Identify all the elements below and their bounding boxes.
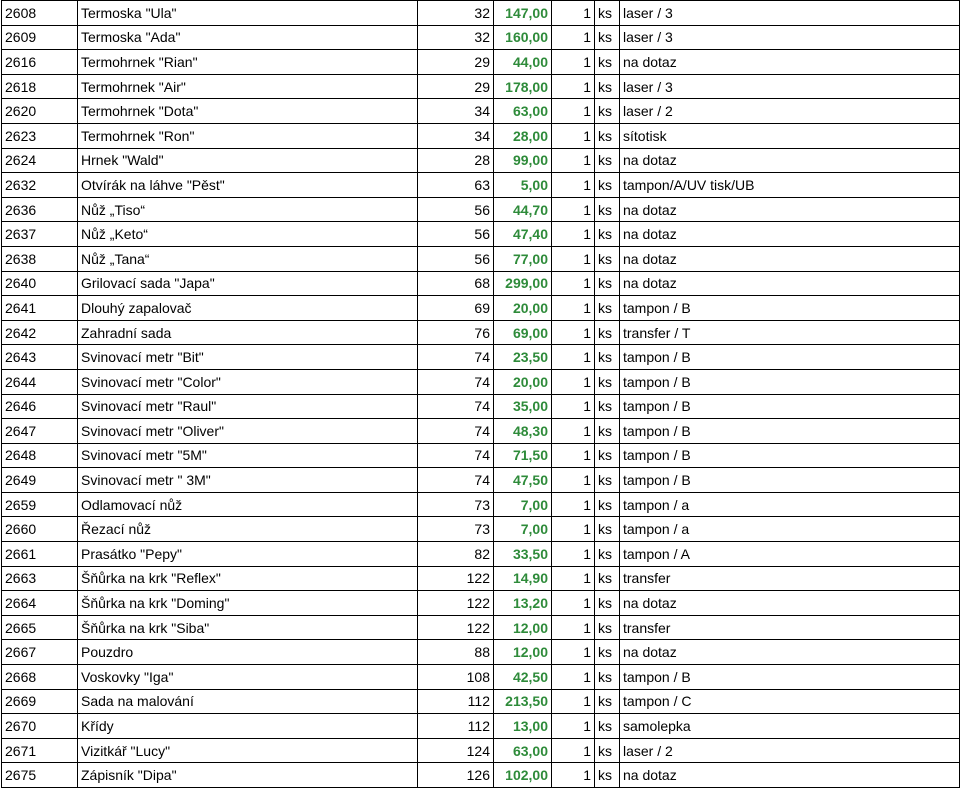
print-method-cell: tampon / B: [620, 419, 960, 444]
print-method-cell: na dotaz: [620, 197, 960, 222]
product-code-cell: 2669: [2, 689, 78, 714]
product-code-cell: 2649: [2, 468, 78, 493]
print-method-cell: tampon / B: [620, 296, 960, 321]
quantity-cell: 1: [552, 148, 595, 173]
catalog-page-cell: 73: [418, 517, 494, 542]
catalog-page-cell: 122: [418, 591, 494, 616]
price-cell: 35,00: [494, 394, 552, 419]
unit-cell: ks: [595, 591, 620, 616]
quantity-cell: 1: [552, 25, 595, 50]
catalog-page-cell: 74: [418, 419, 494, 444]
quantity-cell: 1: [552, 99, 595, 124]
unit-cell: ks: [595, 419, 620, 444]
catalog-page-cell: 124: [418, 738, 494, 763]
product-code-cell: 2637: [2, 222, 78, 247]
catalog-page-cell: 29: [418, 74, 494, 99]
print-method-cell: na dotaz: [620, 246, 960, 271]
price-cell: 63,00: [494, 738, 552, 763]
catalog-page-cell: 63: [418, 173, 494, 198]
product-name-cell: Svinovací metr "Color": [78, 369, 418, 394]
table-row: [2, 640, 960, 665]
quantity-cell: 1: [552, 123, 595, 148]
quantity-cell: 1: [552, 246, 595, 271]
product-code-cell: 2660: [2, 517, 78, 542]
unit-cell: ks: [595, 640, 620, 665]
table-row: [2, 615, 960, 640]
product-code-cell: 2647: [2, 419, 78, 444]
print-method-cell: tampon / B: [620, 468, 960, 493]
product-name-cell: Svinovací metr "Oliver": [78, 419, 418, 444]
print-method-cell: samolepka: [620, 714, 960, 739]
product-name-cell: Křídy: [78, 714, 418, 739]
product-name-cell: Svinovací metr "5M": [78, 443, 418, 468]
price-cell: 47,40: [494, 222, 552, 247]
quantity-cell: 1: [552, 615, 595, 640]
product-name-cell: Pouzdro: [78, 640, 418, 665]
table-row: [2, 50, 960, 75]
price-cell: 12,00: [494, 615, 552, 640]
print-method-cell: laser / 2: [620, 99, 960, 124]
quantity-cell: 1: [552, 591, 595, 616]
price-cell: 33,50: [494, 542, 552, 567]
unit-cell: ks: [595, 615, 620, 640]
price-cell: 99,00: [494, 148, 552, 173]
price-list-table: [1, 0, 960, 788]
unit-cell: ks: [595, 1, 620, 26]
table-row: [2, 714, 960, 739]
table-row: [2, 591, 960, 616]
price-cell: 63,00: [494, 99, 552, 124]
product-name-cell: Svinovací metr "Raul": [78, 394, 418, 419]
price-cell: 213,50: [494, 689, 552, 714]
unit-cell: ks: [595, 173, 620, 198]
print-method-cell: transfer: [620, 566, 960, 591]
table-row: [2, 271, 960, 296]
print-method-cell: tampon / a: [620, 517, 960, 542]
catalog-page-cell: 122: [418, 615, 494, 640]
table-row: [2, 148, 960, 173]
print-method-cell: tampon / B: [620, 665, 960, 690]
price-cell: 147,00: [494, 1, 552, 26]
quantity-cell: 1: [552, 738, 595, 763]
table-body: [2, 1, 960, 788]
price-cell: 48,30: [494, 419, 552, 444]
price-cell: 7,00: [494, 492, 552, 517]
catalog-page-cell: 34: [418, 123, 494, 148]
quantity-cell: 1: [552, 640, 595, 665]
quantity-cell: 1: [552, 345, 595, 370]
quantity-cell: 1: [552, 1, 595, 26]
unit-cell: ks: [595, 542, 620, 567]
product-name-cell: Šňůrka na krk "Doming": [78, 591, 418, 616]
price-cell: 71,50: [494, 443, 552, 468]
catalog-page-cell: 29: [418, 50, 494, 75]
table-row: [2, 517, 960, 542]
table-row: [2, 542, 960, 567]
product-code-cell: 2668: [2, 665, 78, 690]
print-method-cell: tampon / C: [620, 689, 960, 714]
quantity-cell: 1: [552, 74, 595, 99]
table-row: [2, 74, 960, 99]
table-row: [2, 492, 960, 517]
product-code-cell: 2659: [2, 492, 78, 517]
quantity-cell: 1: [552, 271, 595, 296]
catalog-page-cell: 73: [418, 492, 494, 517]
quantity-cell: 1: [552, 566, 595, 591]
unit-cell: ks: [595, 763, 620, 788]
unit-cell: ks: [595, 296, 620, 321]
product-code-cell: 2608: [2, 1, 78, 26]
product-name-cell: Řezací nůž: [78, 517, 418, 542]
print-method-cell: tampon / A: [620, 542, 960, 567]
unit-cell: ks: [595, 246, 620, 271]
quantity-cell: 1: [552, 197, 595, 222]
price-cell: 178,00: [494, 74, 552, 99]
table-row: [2, 320, 960, 345]
catalog-page-cell: 28: [418, 148, 494, 173]
product-name-cell: Svinovací metr "Bit": [78, 345, 418, 370]
price-cell: 20,00: [494, 369, 552, 394]
table-row: [2, 394, 960, 419]
unit-cell: ks: [595, 345, 620, 370]
quantity-cell: 1: [552, 222, 595, 247]
unit-cell: ks: [595, 320, 620, 345]
product-code-cell: 2616: [2, 50, 78, 75]
product-name-cell: Vizitkář "Lucy": [78, 738, 418, 763]
unit-cell: ks: [595, 714, 620, 739]
table-row: [2, 345, 960, 370]
quantity-cell: 1: [552, 763, 595, 788]
product-name-cell: Voskovky "Iga": [78, 665, 418, 690]
table-row: [2, 419, 960, 444]
table-row: [2, 296, 960, 321]
print-method-cell: tampon / B: [620, 394, 960, 419]
price-cell: 28,00: [494, 123, 552, 148]
price-cell: 69,00: [494, 320, 552, 345]
quantity-cell: 1: [552, 492, 595, 517]
product-name-cell: Zápisník "Dipa": [78, 763, 418, 788]
product-name-cell: Nůž „Tiso“: [78, 197, 418, 222]
table-row: [2, 566, 960, 591]
unit-cell: ks: [595, 394, 620, 419]
table-row: [2, 25, 960, 50]
catalog-page-cell: 74: [418, 394, 494, 419]
catalog-page-cell: 74: [418, 345, 494, 370]
product-code-cell: 2663: [2, 566, 78, 591]
table-row: [2, 369, 960, 394]
quantity-cell: 1: [552, 443, 595, 468]
table-row: [2, 246, 960, 271]
price-cell: 44,70: [494, 197, 552, 222]
unit-cell: ks: [595, 25, 620, 50]
catalog-page-cell: 34: [418, 99, 494, 124]
product-code-cell: 2646: [2, 394, 78, 419]
product-code-cell: 2661: [2, 542, 78, 567]
unit-cell: ks: [595, 50, 620, 75]
product-code-cell: 2620: [2, 99, 78, 124]
catalog-page-cell: 112: [418, 714, 494, 739]
product-name-cell: Termohrnek "Rian": [78, 50, 418, 75]
unit-cell: ks: [595, 271, 620, 296]
unit-cell: ks: [595, 443, 620, 468]
price-cell: 77,00: [494, 246, 552, 271]
catalog-page-cell: 74: [418, 468, 494, 493]
product-name-cell: Grilovací sada "Japa": [78, 271, 418, 296]
unit-cell: ks: [595, 369, 620, 394]
print-method-cell: tampon / B: [620, 345, 960, 370]
product-name-cell: Odlamovací nůž: [78, 492, 418, 517]
table-row: [2, 738, 960, 763]
table-row: [2, 173, 960, 198]
unit-cell: ks: [595, 665, 620, 690]
catalog-page-cell: 69: [418, 296, 494, 321]
product-name-cell: Dlouhý zapalovač: [78, 296, 418, 321]
quantity-cell: 1: [552, 173, 595, 198]
product-code-cell: 2648: [2, 443, 78, 468]
table-row: [2, 222, 960, 247]
print-method-cell: na dotaz: [620, 222, 960, 247]
price-cell: 12,00: [494, 640, 552, 665]
unit-cell: ks: [595, 123, 620, 148]
price-cell: 7,00: [494, 517, 552, 542]
product-code-cell: 2670: [2, 714, 78, 739]
unit-cell: ks: [595, 689, 620, 714]
product-code-cell: 2636: [2, 197, 78, 222]
table-row: [2, 443, 960, 468]
product-name-cell: Šňůrka na krk "Reflex": [78, 566, 418, 591]
print-method-cell: na dotaz: [620, 640, 960, 665]
product-code-cell: 2609: [2, 25, 78, 50]
product-code-cell: 2624: [2, 148, 78, 173]
print-method-cell: tampon/A/UV tisk/UB: [620, 173, 960, 198]
product-code-cell: 2640: [2, 271, 78, 296]
print-method-cell: na dotaz: [620, 763, 960, 788]
price-cell: 299,00: [494, 271, 552, 296]
table-row: [2, 689, 960, 714]
table-row: [2, 763, 960, 788]
price-cell: 5,00: [494, 173, 552, 198]
table-row: [2, 99, 960, 124]
product-name-cell: Termoska "Ada": [78, 25, 418, 50]
print-method-cell: transfer: [620, 615, 960, 640]
quantity-cell: 1: [552, 714, 595, 739]
product-name-cell: Sada na malování: [78, 689, 418, 714]
print-method-cell: na dotaz: [620, 271, 960, 296]
product-name-cell: Nůž „Keto“: [78, 222, 418, 247]
catalog-page-cell: 56: [418, 222, 494, 247]
unit-cell: ks: [595, 468, 620, 493]
print-method-cell: transfer / T: [620, 320, 960, 345]
catalog-page-cell: 32: [418, 1, 494, 26]
price-cell: 160,00: [494, 25, 552, 50]
quantity-cell: 1: [552, 296, 595, 321]
table-row: [2, 1, 960, 26]
catalog-page-cell: 76: [418, 320, 494, 345]
table-row: [2, 197, 960, 222]
catalog-page-cell: 112: [418, 689, 494, 714]
product-code-cell: 2638: [2, 246, 78, 271]
product-name-cell: Termohrnek "Dota": [78, 99, 418, 124]
table-row: [2, 123, 960, 148]
quantity-cell: 1: [552, 542, 595, 567]
print-method-cell: tampon / B: [620, 443, 960, 468]
product-name-cell: Šňůrka na krk "Siba": [78, 615, 418, 640]
unit-cell: ks: [595, 99, 620, 124]
product-code-cell: 2671: [2, 738, 78, 763]
product-code-cell: 2643: [2, 345, 78, 370]
quantity-cell: 1: [552, 517, 595, 542]
catalog-page-cell: 74: [418, 443, 494, 468]
unit-cell: ks: [595, 566, 620, 591]
quantity-cell: 1: [552, 320, 595, 345]
product-code-cell: 2644: [2, 369, 78, 394]
product-code-cell: 2641: [2, 296, 78, 321]
catalog-page-cell: 122: [418, 566, 494, 591]
product-name-cell: Termohrnek "Air": [78, 74, 418, 99]
product-code-cell: 2675: [2, 763, 78, 788]
product-name-cell: Otvírák na láhve "Pěst": [78, 173, 418, 198]
product-code-cell: 2623: [2, 123, 78, 148]
unit-cell: ks: [595, 74, 620, 99]
catalog-page-cell: 32: [418, 25, 494, 50]
quantity-cell: 1: [552, 665, 595, 690]
print-method-cell: laser / 3: [620, 74, 960, 99]
price-cell: 23,50: [494, 345, 552, 370]
print-method-cell: laser / 3: [620, 1, 960, 26]
product-name-cell: Nůž „Tana“: [78, 246, 418, 271]
print-method-cell: na dotaz: [620, 50, 960, 75]
price-cell: 20,00: [494, 296, 552, 321]
quantity-cell: 1: [552, 419, 595, 444]
print-method-cell: tampon / a: [620, 492, 960, 517]
catalog-page-cell: 56: [418, 246, 494, 271]
unit-cell: ks: [595, 197, 620, 222]
product-name-cell: Termohrnek "Ron": [78, 123, 418, 148]
catalog-page-cell: 56: [418, 197, 494, 222]
catalog-page-cell: 82: [418, 542, 494, 567]
product-name-cell: Hrnek "Wald": [78, 148, 418, 173]
product-code-cell: 2667: [2, 640, 78, 665]
print-method-cell: na dotaz: [620, 591, 960, 616]
product-name-cell: Svinovací metr " 3M": [78, 468, 418, 493]
print-method-cell: na dotaz: [620, 148, 960, 173]
product-name-cell: Prasátko "Pepy": [78, 542, 418, 567]
price-cell: 44,00: [494, 50, 552, 75]
catalog-page-cell: 88: [418, 640, 494, 665]
price-cell: 13,00: [494, 714, 552, 739]
table-row: [2, 468, 960, 493]
product-code-cell: 2642: [2, 320, 78, 345]
quantity-cell: 1: [552, 50, 595, 75]
print-method-cell: laser / 3: [620, 25, 960, 50]
product-code-cell: 2665: [2, 615, 78, 640]
price-cell: 14,90: [494, 566, 552, 591]
quantity-cell: 1: [552, 394, 595, 419]
quantity-cell: 1: [552, 689, 595, 714]
quantity-cell: 1: [552, 369, 595, 394]
price-cell: 102,00: [494, 763, 552, 788]
product-name-cell: Termoska "Ula": [78, 1, 418, 26]
print-method-cell: laser / 2: [620, 738, 960, 763]
price-cell: 42,50: [494, 665, 552, 690]
unit-cell: ks: [595, 738, 620, 763]
catalog-page-cell: 126: [418, 763, 494, 788]
price-cell: 47,50: [494, 468, 552, 493]
unit-cell: ks: [595, 222, 620, 247]
product-code-cell: 2618: [2, 74, 78, 99]
quantity-cell: 1: [552, 468, 595, 493]
unit-cell: ks: [595, 148, 620, 173]
catalog-page-cell: 108: [418, 665, 494, 690]
product-code-cell: 2664: [2, 591, 78, 616]
print-method-cell: tampon / B: [620, 369, 960, 394]
catalog-page-cell: 74: [418, 369, 494, 394]
product-code-cell: 2632: [2, 173, 78, 198]
unit-cell: ks: [595, 492, 620, 517]
print-method-cell: sítotisk: [620, 123, 960, 148]
price-cell: 13,20: [494, 591, 552, 616]
table-row: [2, 665, 960, 690]
unit-cell: ks: [595, 517, 620, 542]
product-name-cell: Zahradní sada: [78, 320, 418, 345]
catalog-page-cell: 68: [418, 271, 494, 296]
